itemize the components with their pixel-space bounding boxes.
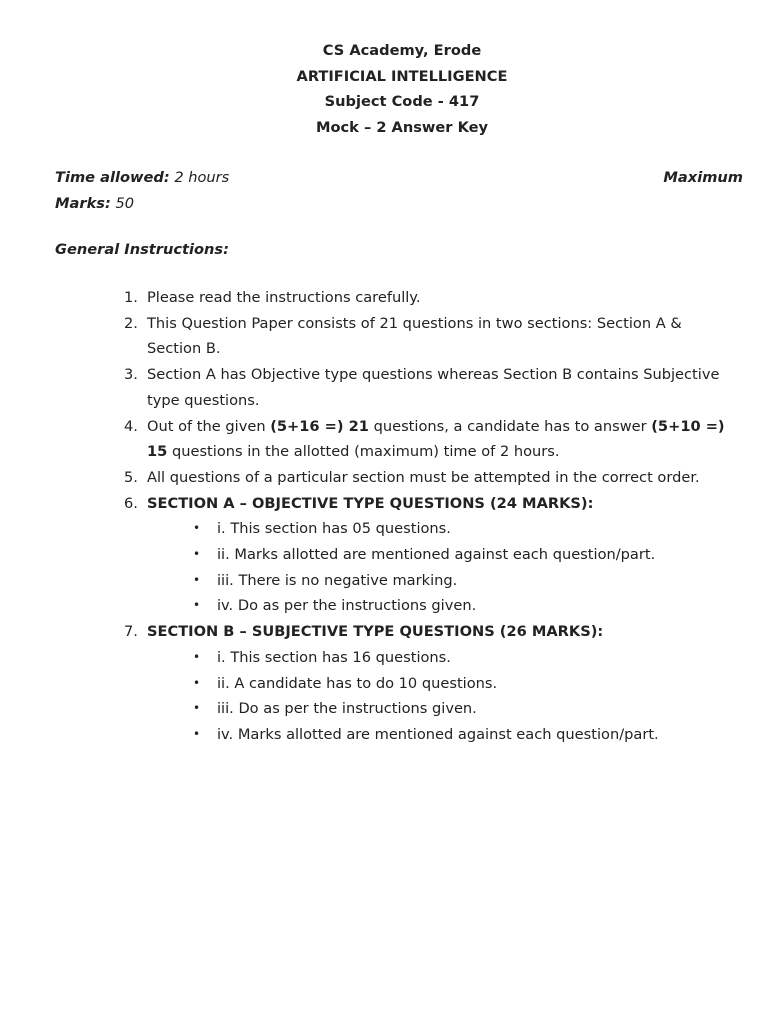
bullet-icon: •: [193, 701, 201, 716]
bullet-text: iv. Marks allotted are mentioned against each question/part.: [217, 725, 659, 743]
section-a-heading: SECTION A – OBJECTIVE TYPE QUESTIONS (24 MARKS):: [147, 494, 594, 512]
bullet-text: i. This section has 16 questions.: [217, 648, 451, 666]
bullet-text: ii. A candidate has to do 10 questions.: [217, 674, 498, 692]
bullet-icon: •: [193, 572, 201, 587]
item-text: This Question Paper consists of 21 questions in two sections: Section A & Section B.: [147, 314, 682, 358]
marks-label: Marks:: [55, 194, 111, 212]
document-header: [0, 38, 768, 141]
item-text: [147, 414, 740, 465]
time-marks-block: [55, 165, 743, 216]
item-text-part: Out of the given: [147, 417, 271, 435]
instructions-list: [124, 285, 740, 748]
item-text: Section A has Objective type questions whereas Section B contains Subjective type questions.: [147, 366, 720, 409]
list-item: [124, 311, 740, 362]
bullet-item: [193, 645, 740, 671]
bullet-text: iii. Do as per the instructions given.: [217, 700, 477, 718]
item-text: All questions of a particular section must be attempted in the correct order.: [147, 468, 700, 486]
subject-code: Subject Code - 417: [324, 93, 480, 111]
item-number: 1.: [124, 289, 138, 306]
bullet-text: iii. There is no negative marking.: [217, 571, 458, 589]
document-title: Mock – 2 Answer Key: [315, 119, 489, 137]
list-item: [124, 465, 740, 491]
bullet-icon: •: [193, 521, 201, 536]
list-item: [124, 285, 740, 311]
bullet-item: [193, 696, 740, 722]
bullet-icon: •: [193, 547, 201, 562]
list-item: [124, 619, 740, 645]
marks-value: 50: [115, 194, 135, 212]
item-number: 4.: [124, 417, 138, 435]
bullet-text: iv. Do as per the instructions given.: [217, 597, 477, 615]
answer-questions-formula: (5+10 =) 15: [147, 417, 725, 461]
section-a-bullets: [124, 516, 740, 619]
item-text: Please read the instructions carefully.: [147, 289, 421, 306]
list-item: [124, 362, 740, 413]
bullet-item: [193, 516, 740, 542]
bullet-icon: •: [193, 726, 201, 741]
item-text-part: questions, a candidate has to answer: [368, 417, 652, 435]
subject-title: ARTIFICIAL INTELLIGENCE: [296, 67, 508, 85]
bullet-item: [193, 593, 740, 619]
bullet-icon: •: [193, 675, 201, 690]
item-number: 2.: [124, 314, 138, 332]
bullet-item: [193, 542, 740, 568]
bullet-text: i. This section has 05 questions.: [217, 520, 451, 538]
item-number: 3.: [124, 366, 138, 384]
bullet-text: ii. Marks allotted are mentioned against each question/part.: [217, 546, 656, 564]
total-questions-formula: (5+16 =) 21: [270, 417, 369, 435]
bullet-item: [193, 722, 740, 748]
bullet-icon: •: [193, 649, 201, 664]
section-b-bullets: [124, 645, 740, 748]
bullet-icon: •: [193, 598, 201, 613]
time-allowed-value: 2 hours: [174, 169, 230, 186]
item-number: 7.: [124, 623, 138, 641]
general-instructions-heading: General Instructions:: [55, 241, 229, 258]
list-item: [124, 414, 740, 465]
item-number: 6.: [124, 494, 138, 512]
academy-name: CS Academy, Erode: [322, 42, 482, 59]
time-allowed-label: Time allowed:: [55, 169, 170, 186]
maximum-label: Maximum: [663, 169, 743, 186]
section-b-heading: SECTION B – SUBJECTIVE TYPE QUESTIONS (26 MARKS):: [147, 623, 604, 641]
bullet-item: [193, 568, 740, 594]
bullet-item: [193, 671, 740, 697]
list-item: [124, 491, 740, 517]
item-text-part: questions in the allotted (maximum) time of 2 hours.: [167, 443, 560, 461]
item-number: 5.: [124, 468, 138, 486]
